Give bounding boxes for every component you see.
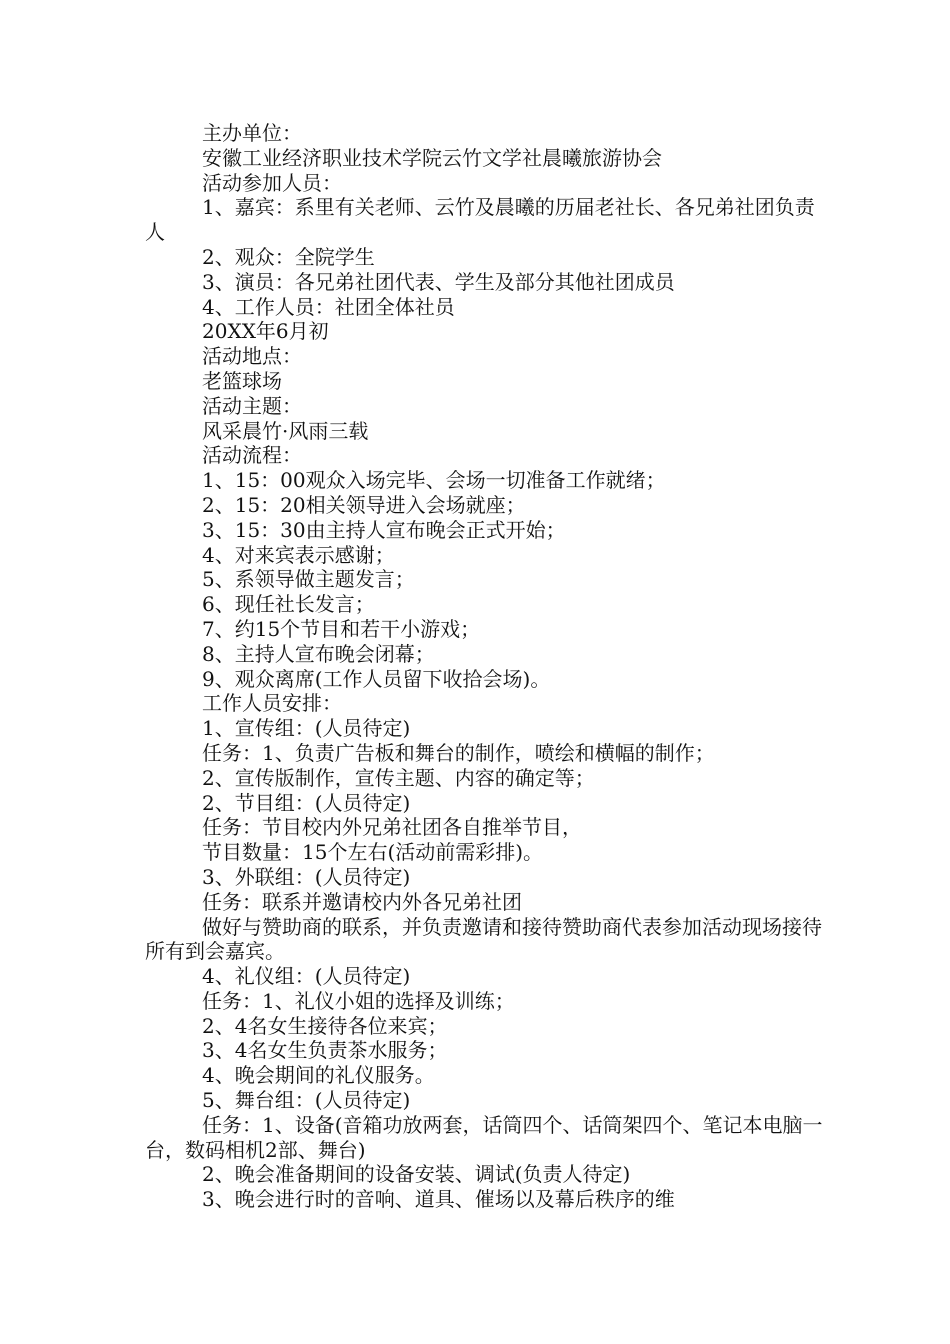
- text-line: 老篮球场: [202, 368, 282, 393]
- text-line: 活动主题：: [202, 393, 302, 418]
- text-line: 7、约15个节目和若干小游戏；: [202, 616, 481, 641]
- text-line: 安徽工业经济职业技术学院云竹文学社晨曦旅游协会: [202, 145, 662, 170]
- text-line: 4、礼仪组：(人员待定): [202, 964, 411, 989]
- text-line: 2、15：20相关领导进入会场就座；: [202, 492, 526, 517]
- text-line: 2、观众：全院学生: [202, 244, 375, 269]
- text-line: 3、晚会进行时的音响、道具、催场以及幕后秩序的维: [202, 1187, 675, 1212]
- text-line: 活动流程：: [202, 443, 302, 468]
- text-line: 3、外联组：(人员待定): [202, 864, 411, 889]
- text-paragraph: 1、嘉宾：系里有关老师、云竹及晨曦的历届老社长、各兄弟社团负责人: [145, 195, 815, 245]
- text-line: 20XX年6月初: [202, 319, 329, 344]
- text-line: 工作人员安排：: [202, 691, 342, 716]
- text-line: 1、宣传组：(人员待定): [202, 716, 411, 741]
- text-line: 5、舞台组：(人员待定): [202, 1088, 411, 1113]
- text-paragraph: 任务：1、设备(音箱功放两套，话筒四个、话筒架四个、笔记本电脑一台，数码相机2部、舞台): [145, 1112, 823, 1162]
- text-line: 任务：联系并邀请校内外各兄弟社团: [202, 889, 522, 914]
- text-line: 8、主持人宣布晚会闭幕；: [202, 641, 435, 666]
- text-line: 3、4名女生负责茶水服务；: [202, 1038, 448, 1063]
- text-line: 5、系领导做主题发言；: [202, 567, 415, 592]
- text-line: 2、4名女生接待各位来宾；: [202, 1013, 448, 1038]
- text-line: 主办单位：: [202, 121, 302, 145]
- text-line: 3、15：30由主持人宣布晚会正式开始；: [202, 517, 566, 542]
- text-line: 2、宣传版制作，宣传主题、内容的确定等；: [202, 765, 595, 790]
- text-line: 4、工作人员：社团全体社员: [202, 294, 455, 319]
- text-line: 风采晨竹·风雨三载: [202, 418, 369, 443]
- text-line: 2、节目组：(人员待定): [202, 790, 411, 815]
- text-line: 6、现任社长发言；: [202, 592, 375, 617]
- text-line: 任务：1、礼仪小姐的选择及训练；: [202, 988, 515, 1013]
- text-paragraph: 做好与赞助商的联系，并负责邀请和接待赞助商代表参加活动现场接待所有到会嘉宾。: [145, 914, 822, 964]
- text-line: 节目数量：15个左右(活动前需彩排)。: [202, 840, 544, 865]
- text-line: 任务：1、负责广告板和舞台的制作，喷绘和横幅的制作；: [202, 740, 715, 765]
- document-body: [145, 121, 825, 1212]
- text-line: 活动参加人员：: [202, 170, 342, 195]
- text-line: 1、15：00观众入场完毕、会场一切准备工作就绪；: [202, 468, 666, 493]
- text-line: 4、对来宾表示感谢；: [202, 542, 395, 567]
- text-line: 4、晚会期间的礼仪服务。: [202, 1063, 435, 1088]
- text-line: 任务：节目校内外兄弟社团各自推举节目，: [202, 815, 582, 840]
- text-line: 3、演员：各兄弟社团代表、学生及部分其他社团成员: [202, 269, 675, 294]
- text-line: 2、晚会准备期间的设备安装、调试(负责人待定): [202, 1162, 631, 1187]
- text-line: 活动地点：: [202, 344, 302, 369]
- text-line: 9、观众离席(工作人员留下收拾会场)。: [202, 666, 551, 691]
